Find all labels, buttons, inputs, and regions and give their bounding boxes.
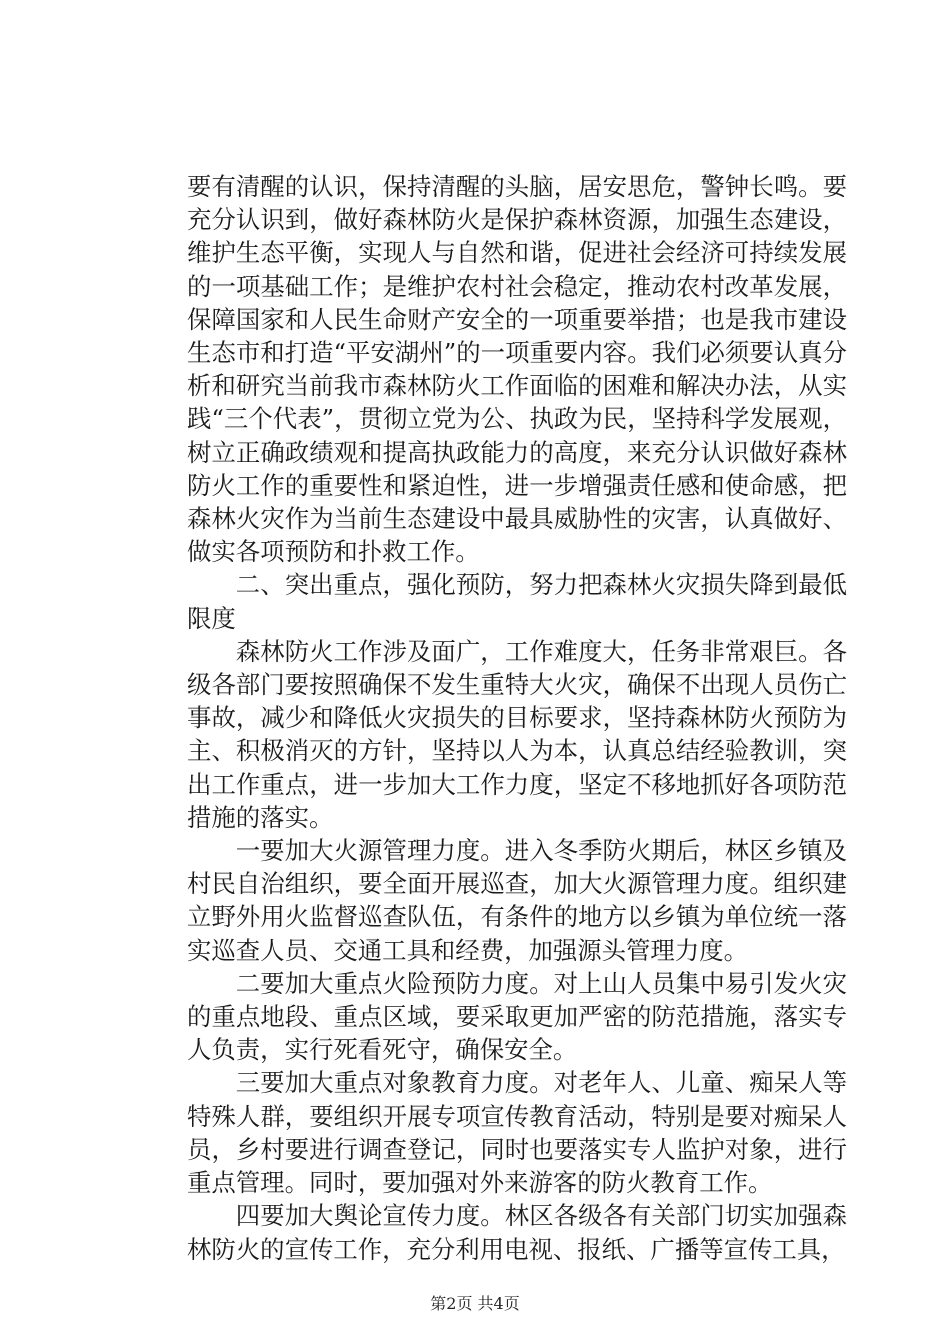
section-heading: 二、突出重点，强化预防，努力把森林火灾损失降到最低限度: [187, 570, 847, 633]
paragraph-5: 二要加大重点火险预防力度。对上山人员集中易引发火灾的重点地段、重点区域，要采取更加严密的防范措施，落实专人负责，实行死看死守，确保安全。: [187, 968, 847, 1065]
paragraph-4: 一要加大火源管理力度。进入冬季防火期后，林区乡镇及村民自治组织，要全面开展巡查，加大火源管理力度。组织建立野外用火监督巡查队伍，有条件的地方以乡镇为单位统一落实巡查人员、交通工具和经费，加强源头管理力度。: [187, 836, 847, 965]
paragraph-7: 四要加大舆论宣传力度。林区各级各有关部门切实加强森林防火的宣传工作，充分利用电视、报纸、广播等宣传工具，: [187, 1201, 847, 1264]
document-body: [187, 170, 847, 1266]
paragraph-6: 三要加大重点对象教育力度。对老年人、儿童、痴呆人等特殊人群，要组织开展专项宣传教育活动，特别是要对痴呆人员，乡村要进行调查登记，同时也要落实专人监护对象，进行重点管理。同时，要加强对外来游客的防火教育工作。: [187, 1068, 847, 1198]
paragraph-1: 要有清醒的认识，保持清醒的头脑，居安思危，警钟长鸣。要充分认识到，做好森林防火是保护森林资源，加强生态建设，维护生态平衡，实现人与自然和谐，促进社会经济可持续发展的一项基础工作；是维护农村社会稳定，推动农村改革发展，保障国家和人民生命财产安全的一项重要举措；也是我市建设生态市和打造“平安湖州”的一项重要内容。我们必须要认真分析和研究当前我市森林防火工作面临的困难和解决办法，从实践“三个代表”，贯彻立党为公、执政为民，坚持科学发展观，树立正确政绩观和提高执政能力的高度，来充分认识做好森林防火工作的重要性和紧迫性，进一步增强责任感和使命感，把森林火灾作为当前生态建设中最具威胁性的灾害，认真做好、做实各项预防和扑救工作。: [187, 172, 847, 567]
paragraph-3: 森林防火工作涉及面广，工作难度大，任务非常艰巨。各级各部门要按照确保不发生重特大火灾，确保不出现人员伤亡事故，减少和降低火灾损失的目标要求，坚持森林防火预防为主、积极消灭的方针，坚持以人为本，认真总结经验教训，突出工作重点，进一步加大工作力度，坚定不移地抓好各项防范措施的落实。: [187, 636, 847, 832]
page-number-footer: 第2页 共4页: [430, 1294, 520, 1313]
